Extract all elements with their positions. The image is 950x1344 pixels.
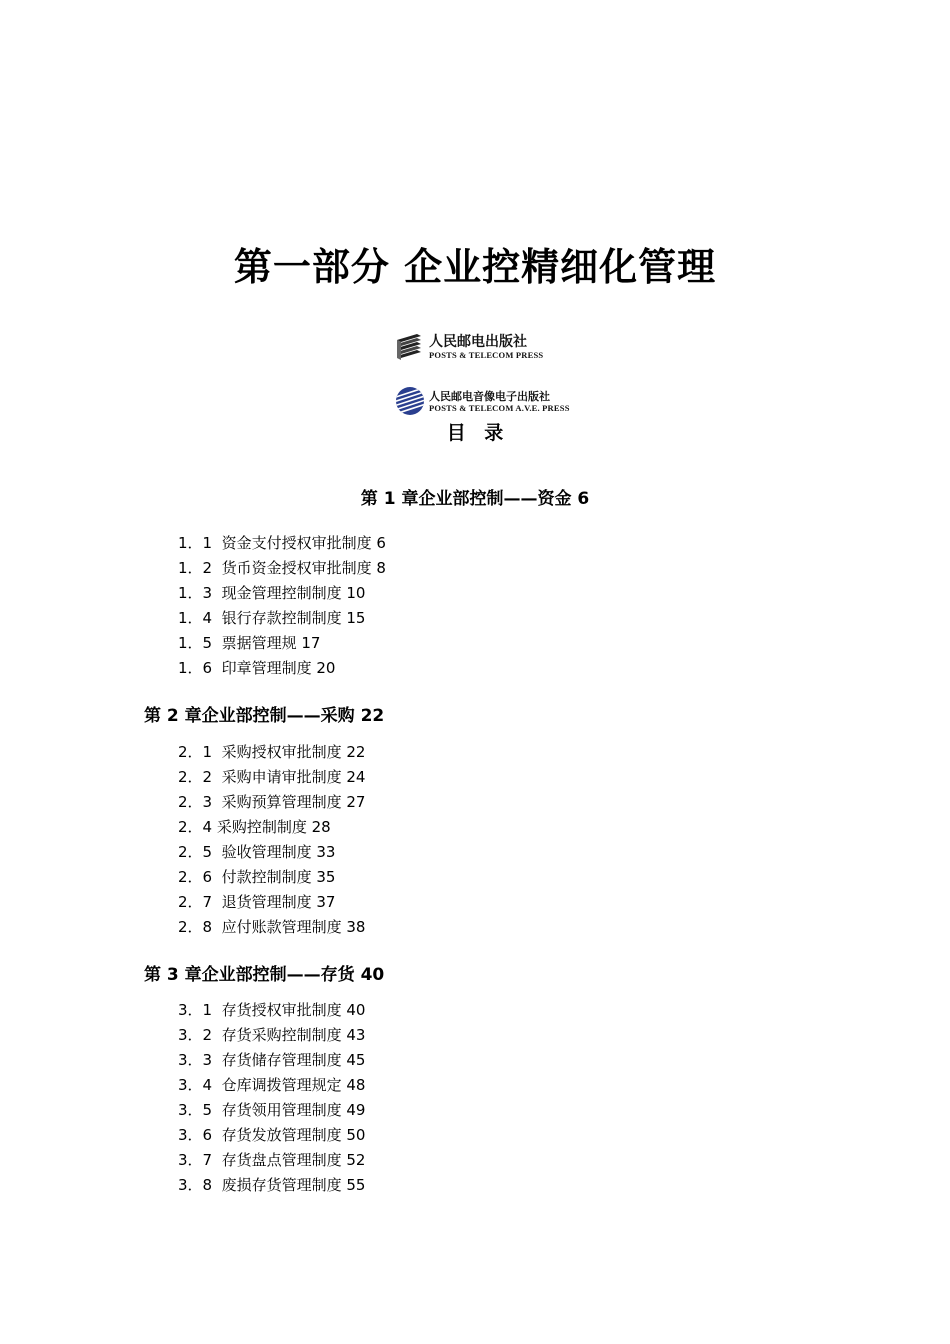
toc-item[interactable]: 3．5 存货领用管理制度 49 [178, 1101, 366, 1119]
toc-item[interactable]: 3．4 仓库调拨管理规定 48 [178, 1076, 366, 1094]
chapter-3-title[interactable]: 第 3 章企业部控制——存货 40 [144, 965, 385, 985]
chapter-1-title[interactable]: 第 1 章企业部控制——资金 6 [360, 489, 590, 509]
toc-item[interactable]: 2．1 采购授权审批制度 22 [178, 743, 366, 761]
chapter-1-list [178, 531, 386, 681]
toc-item[interactable]: 1．5 票据管理规 17 [178, 634, 321, 652]
toc-item[interactable]: 2．8 应付账款管理制度 38 [178, 918, 366, 936]
toc-item[interactable]: 3．7 存货盘点管理制度 52 [178, 1151, 366, 1169]
toc-item[interactable]: 2．7 退货管理制度 37 [178, 893, 336, 911]
chapter-2-list [178, 740, 365, 940]
striped-globe-icon [395, 386, 425, 416]
logo-text [429, 390, 570, 413]
page-title: 第一部分 企业控精细化管理 [233, 245, 717, 289]
publisher-name-en: POSTS & TELECOM A.V.E. PRESS [429, 402, 570, 413]
publisher-name-en: POSTS & TELECOM PRESS [429, 350, 544, 360]
toc-item[interactable]: 2．5 验收管理制度 33 [178, 843, 336, 861]
chapter-2-title[interactable]: 第 2 章企业部控制——采购 22 [144, 706, 385, 726]
book-stack-icon [395, 332, 425, 362]
toc-item[interactable]: 3．1 存货授权审批制度 40 [178, 1001, 366, 1019]
toc-heading: 目 录 [446, 422, 504, 444]
toc-item[interactable]: 3．2 存货采购控制制度 43 [178, 1026, 366, 1044]
publisher-name-cn: 人民邮电出版社 [429, 334, 527, 350]
toc-item[interactable]: 3．8 废损存货管理制度 55 [178, 1176, 366, 1194]
logo-posts-telecom-press [395, 332, 543, 362]
toc-item[interactable]: 2．2 采购申请审批制度 24 [178, 768, 366, 786]
toc-item[interactable]: 2．6 付款控制制度 35 [178, 868, 336, 886]
toc-item[interactable]: 1．2 货币资金授权审批制度 8 [178, 559, 386, 577]
toc-item[interactable]: 2．4 采购控制制度 28 [178, 818, 331, 836]
toc-item[interactable]: 3．6 存货发放管理制度 50 [178, 1126, 366, 1144]
toc-item[interactable]: 3．3 存货储存管理制度 45 [178, 1051, 366, 1069]
toc-item[interactable]: 1．6 印章管理制度 20 [178, 659, 336, 677]
logo-posts-telecom-ave-press [395, 386, 570, 416]
toc-item[interactable]: 1．1 资金支付授权审批制度 6 [178, 534, 386, 552]
toc-item[interactable]: 1．3 现金管理控制制度 10 [178, 584, 366, 602]
toc-item[interactable]: 1．4 银行存款控制制度 15 [178, 609, 366, 627]
logo-text [429, 334, 543, 360]
publisher-name-cn: 人民邮电音像电子出版社 [429, 389, 550, 403]
toc-item[interactable]: 2．3 采购预算管理制度 27 [178, 793, 366, 811]
chapter-3-list [178, 998, 365, 1198]
